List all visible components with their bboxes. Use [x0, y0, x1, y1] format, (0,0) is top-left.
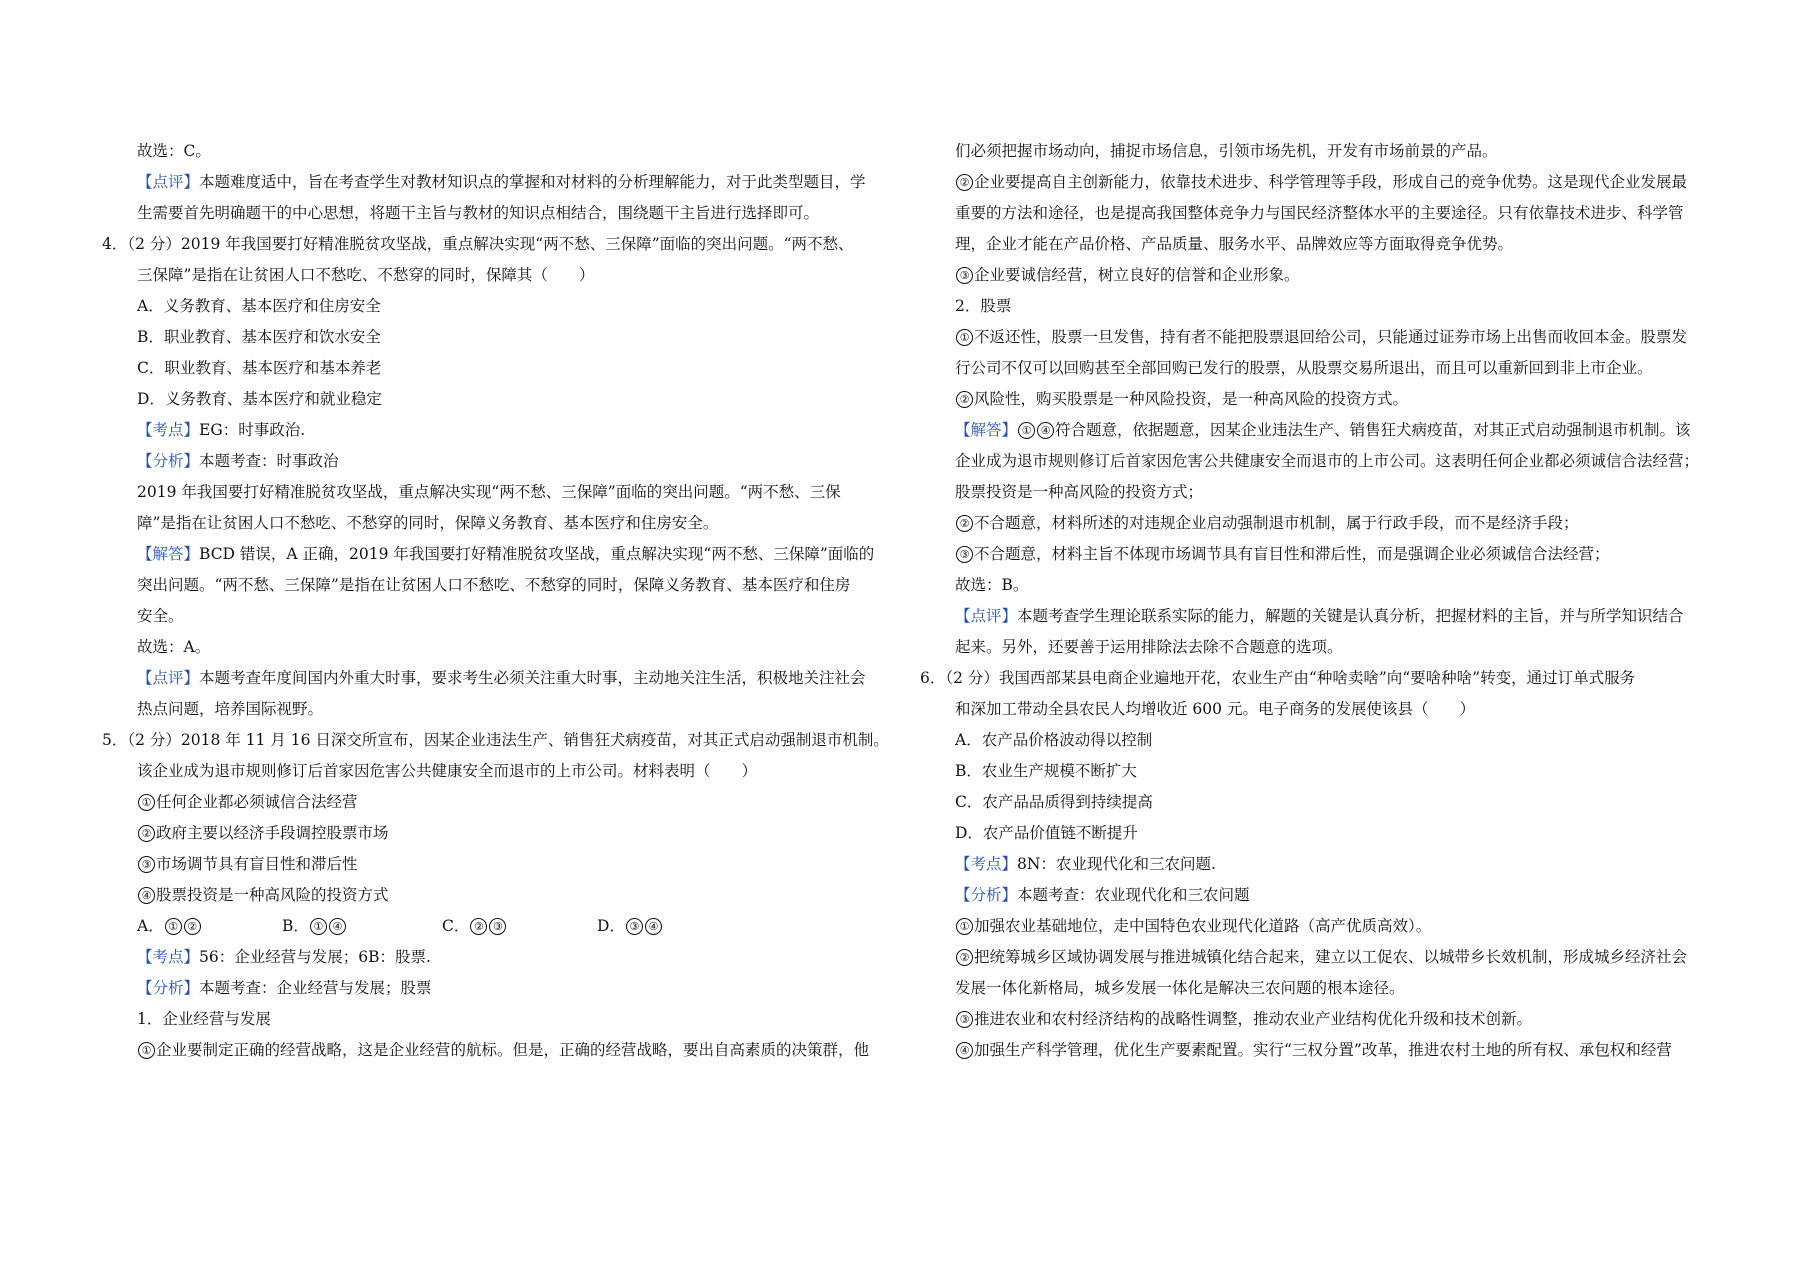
jieda-tag: 【解答】	[955, 421, 1018, 439]
fenxi-text: 加强农业基础地位，走中国特色农业现代化道路（高产优质高效）。	[974, 917, 1432, 935]
comment-text: 本题考查年度间国内外重大时事，要求考生必须关注重大时事，主动地关注生活，积极地关注社会	[199, 669, 866, 687]
fenxi-text: 把统筹城乡区域协调发展与推进城镇化结合起来，建立以工促农、以城带乡长效机制，形成城乡经济社会	[974, 948, 1688, 966]
circled-number: ③	[956, 1011, 973, 1028]
fenxi-heading: 1．企业经营与发展	[137, 1010, 271, 1028]
fenxi-text: 加强生产科学管理，优化生产要素配置。实行“三权分置”改革，推进农村土地的所有权、承包权和经营	[974, 1041, 1672, 1059]
fenxi-line	[955, 389, 1408, 409]
circled-number: ①	[165, 918, 182, 935]
fenxi-text: 企业要诚信经营，树立良好的信誉和企业形象。	[974, 266, 1300, 284]
fenxi-line: 2019 年我国要打好精准脱贫攻坚战，重点解决实现“两不愁、三保障”面临的突出问题。“两不愁、三保	[137, 483, 841, 501]
jieda-line	[955, 513, 1579, 533]
circled-number: ②	[956, 949, 973, 966]
option-c: C．农产品品质得到持续提高	[955, 793, 1153, 811]
fenxi-line: 重要的方法和途径，也是提高我国整体竞争力与国民经济整体水平的主要途径。只有依靠技术进步、科学管	[955, 204, 1684, 222]
circled-number: ④	[1037, 422, 1054, 439]
jieda-line: 突出问题。“两不愁、三保障”是指在让贫困人口不愁吃、不愁穿的同时，保障义务教育、基本医疗和住房	[137, 576, 851, 594]
jieda-text: BCD 错误，A 正确，2019 年我国要打好精准脱贫攻坚战，重点解决实现“两不愁、三保障”面临的	[199, 545, 875, 563]
answer-line: 故选：A。	[137, 638, 211, 656]
question-4-stem: 三保障”是指在让贫困人口不愁吃、不愁穿的同时，保障其（ ）	[137, 266, 595, 284]
jieda-line	[955, 420, 1691, 440]
fenxi-line	[955, 916, 1431, 936]
circled-number: ④	[329, 918, 346, 935]
jieda-text: 不合题意，材料所述的对违规企业启动强制退市机制，属于行政手段，而不是经济手段；	[974, 514, 1579, 532]
fenxi-text: 本题考查：企业经营与发展；股票	[199, 979, 432, 997]
circled-number: ①	[138, 1042, 155, 1059]
circled-number: ③	[489, 918, 506, 935]
kaodian-line	[137, 420, 305, 440]
fenxi-line: 发展一体化新格局，城乡发展一体化是解决三农问题的根本途径。	[955, 979, 1405, 997]
option-b: B．职业教育、基本医疗和饮水安全	[137, 328, 381, 346]
option-d: D．农产品价值链不断提升	[955, 824, 1138, 842]
fenxi-line: 障”是指在让贫困人口不愁吃、不愁穿的同时，保障义务教育、基本医疗和住房安全。	[137, 514, 719, 532]
option-label: C．	[442, 917, 470, 935]
circled-number: ③	[956, 546, 973, 563]
option-label: B．	[282, 917, 309, 935]
circled-number: ③	[626, 918, 643, 935]
statement-2	[137, 823, 389, 843]
jieda-tag: 【解答】	[137, 545, 200, 563]
comment-tag: 【点评】	[137, 173, 200, 191]
fenxi-text: 本题考查：时事政治	[199, 452, 339, 470]
jieda-line	[955, 544, 1610, 564]
fenxi-tag: 【分析】	[137, 452, 200, 470]
fenxi-text: 企业要提高自主创新能力，依靠技术进步、科学管理等手段，形成自己的竞争优势。这是现代企业发展最	[974, 173, 1688, 191]
kaodian-tag: 【考点】	[955, 855, 1018, 873]
fenxi-text: 不返还性，股票一旦发售，持有者不能把股票退回给公司，只能通过证券市场上出售而收回本金。股票发	[974, 328, 1688, 346]
question-5-stem: 该企业成为退市规则修订后首家因危害公共健康安全而退市的上市公司。材料表明（ ）	[137, 762, 758, 780]
option-b: B．农业生产规模不断扩大	[955, 762, 1137, 780]
statement-3	[137, 854, 358, 874]
comment-text: 本题难度适中，旨在考查学生对教材知识点的掌握和对材料的分析理解能力，对于此类型题目，学	[199, 173, 866, 191]
question-6-stem: 和深加工带动全县农民人均增收近 600 元。电子商务的发展使该县（ ）	[955, 700, 1475, 718]
statement-1	[137, 792, 358, 812]
comment-line	[955, 606, 1684, 626]
circled-number: ②	[956, 391, 973, 408]
question-6-stem: 6．（2 分）我国西部某县电商企业遍地开花，农业生产由“种啥卖啥”向“要啥种啥”转变，通过订单式服务	[920, 669, 1636, 687]
jieda-line: 安全。	[137, 607, 184, 625]
answer-line: 故选：B。	[955, 576, 1029, 594]
fenxi-line: 理，企业才能在产品价格、产品质量、服务水平、品牌效应等方面取得竞争优势。	[955, 235, 1514, 253]
fenxi-line	[955, 172, 1687, 192]
fenxi-line	[955, 1009, 1532, 1029]
circled-number: ②	[184, 918, 201, 935]
fenxi-text: 推进农业和农村经济结构的战略性调整，推动农业产业结构优化升级和技术创新。	[974, 1010, 1533, 1028]
kaodian-line	[137, 947, 431, 967]
comment-line	[137, 172, 866, 192]
kaodian-text: 56：企业经营与发展；6B：股票.	[199, 948, 431, 966]
jieda-line: 股票投资是一种高风险的投资方式；	[955, 483, 1204, 501]
circled-number: ①	[310, 918, 327, 935]
kaodian-text: EG：时事政治.	[199, 421, 306, 439]
circled-number: ①	[956, 329, 973, 346]
fenxi-line	[137, 451, 339, 471]
comment-line: 起来。另外，还要善于运用排除法去除不合题意的选项。	[955, 638, 1343, 656]
fenxi-tag: 【分析】	[955, 886, 1018, 904]
statement-4	[137, 885, 389, 905]
statement-text: 政府主要以经济手段调控股票市场	[156, 824, 389, 842]
answer-line: 故选：C。	[137, 142, 211, 160]
fenxi-line: 行公司不仅可以回购甚至全部回购已发行的股票，从股票交易所退出，而且可以重新回到非上市企业。	[955, 359, 1653, 377]
fenxi-line	[137, 978, 432, 998]
circled-number: ②	[956, 515, 973, 532]
question-5-stem: 5．（2 分）2018 年 11 月 16 日深交所宣布，因某企业违法生产、销售狂犬病疫苗，对其正式启动强制退市机制。	[102, 731, 889, 749]
fenxi-tag: 【分析】	[137, 979, 200, 997]
fenxi-line: 们必须把握市场动向，捕捉市场信息，引领市场先机，开发有市场前景的产品。	[955, 142, 1498, 160]
option-a	[137, 916, 282, 936]
circled-number: ②	[956, 174, 973, 191]
fenxi-line	[137, 1040, 869, 1060]
kaodian-tag: 【考点】	[137, 948, 200, 966]
fenxi-line	[955, 947, 1687, 967]
jieda-text: 不合题意，材料主旨不体现市场调节具有盲目性和滞后性，而是强调企业必须诚信合法经营；	[974, 545, 1610, 563]
fenxi-line	[955, 1040, 1672, 1060]
option-label: D．	[597, 917, 625, 935]
circled-number: ④	[138, 887, 155, 904]
option-a: A．义务教育、基本医疗和住房安全	[137, 297, 381, 315]
circled-number: ④	[645, 918, 662, 935]
kaodian-text: 8N：农业现代化和三农问题.	[1017, 855, 1216, 873]
comment-line	[137, 668, 866, 688]
option-c: C．职业教育、基本医疗和基本养老	[137, 359, 382, 377]
fenxi-heading: 2．股票	[955, 297, 1012, 315]
comment-tag: 【点评】	[137, 669, 200, 687]
fenxi-text: 本题考查：农业现代化和三农问题	[1017, 886, 1250, 904]
comment-tag: 【点评】	[955, 607, 1018, 625]
kaodian-line	[955, 854, 1216, 874]
circled-number: ①	[138, 794, 155, 811]
circled-number: ②	[470, 918, 487, 935]
fenxi-text: 企业要制定正确的经营战略，这是企业经营的航标。但是，正确的经营战略，要出自高素质的决策群，他	[156, 1041, 870, 1059]
fenxi-line	[955, 265, 1300, 285]
comment-line: 生需要首先明确题干的中心思想，将题干主旨与教材的知识点相结合，围绕题干主旨进行选择即可。	[137, 204, 820, 222]
jieda-line: 企业成为退市规则修订后首家因危害公共健康安全而退市的上市公司。这表明任何企业都必须诚信合法经营；	[955, 452, 1700, 470]
circled-number: ③	[956, 267, 973, 284]
statement-text: 任何企业都必须诚信合法经营	[156, 793, 358, 811]
statement-text: 市场调节具有盲目性和滞后性	[156, 855, 358, 873]
statement-text: 股票投资是一种高风险的投资方式	[156, 886, 389, 904]
jieda-line	[137, 544, 874, 564]
option-a: A．农产品价格波动得以控制	[955, 731, 1153, 749]
circled-number: ①	[1018, 422, 1035, 439]
options-row	[137, 916, 663, 936]
circled-number: ④	[956, 1042, 973, 1059]
circled-number: ②	[138, 825, 155, 842]
jieda-text: 符合题意，依据题意，因某企业违法生产、销售狂犬病疫苗，对其正式启动强制退市机制。该	[1055, 421, 1691, 439]
circled-number: ③	[138, 856, 155, 873]
kaodian-tag: 【考点】	[137, 421, 200, 439]
circled-number: ①	[956, 918, 973, 935]
option-b	[282, 916, 442, 936]
comment-text: 本题考查学生理论联系实际的能力，解题的关键是认真分析，把握材料的主旨，并与所学知识结合	[1017, 607, 1684, 625]
fenxi-line	[955, 885, 1250, 905]
fenxi-text: 风险性，购买股票是一种风险投资，是一种高风险的投资方式。	[974, 390, 1409, 408]
question-4-stem: 4．（2 分）2019 年我国要打好精准脱贫攻坚战，重点解决实现“两不愁、三保障”面临的突出问题。“两不愁、	[102, 235, 854, 253]
option-label: A．	[137, 917, 164, 935]
option-d	[597, 916, 663, 936]
comment-line: 热点问题，培养国际视野。	[137, 700, 324, 718]
fenxi-line	[955, 327, 1687, 347]
option-d: D．义务教育、基本医疗和就业稳定	[137, 390, 382, 408]
option-c	[442, 916, 597, 936]
